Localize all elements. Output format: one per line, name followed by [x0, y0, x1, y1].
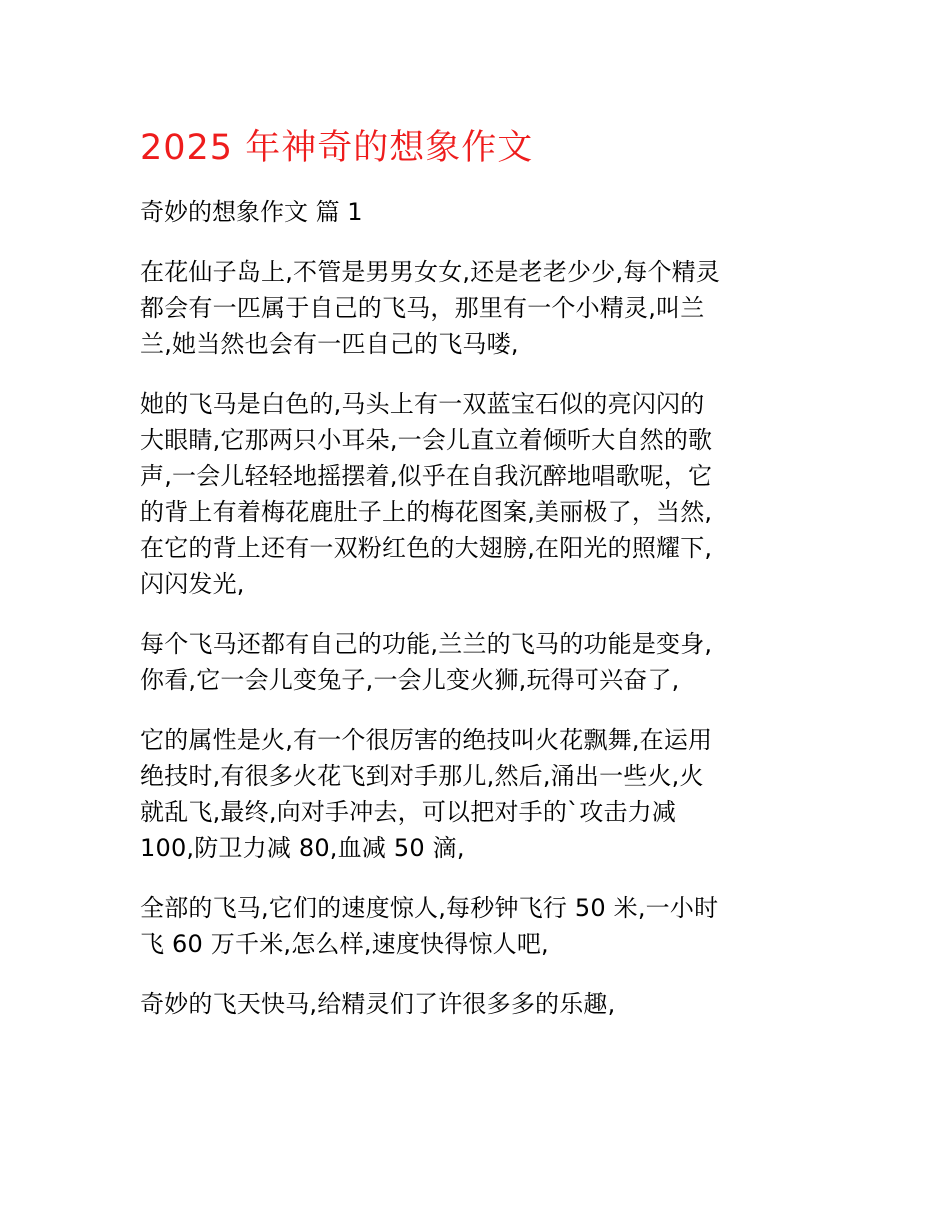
document-subtitle: 奇妙的想象作文 篇 1 [140, 198, 363, 226]
paragraph-line: 100,防卫力减 80,血减 50 滴, [140, 834, 465, 862]
paragraph-6 [140, 986, 820, 1022]
paragraph-line: 闪闪发光, [140, 570, 245, 598]
document-body [140, 122, 820, 1046]
paragraph-line: 她的飞马是白色的,马头上有一双蓝宝石似的亮闪闪的 [140, 390, 705, 418]
paragraph-line: 奇妙的飞天快马,给精灵们了许很多多的乐趣, [140, 990, 616, 1018]
paragraph-2 [140, 386, 820, 602]
paragraph-line: 它的属性是火,有一个很厉害的绝技叫火花飘舞,在运用 [140, 726, 713, 754]
document-title: 2025 年神奇的想象作文 [140, 128, 534, 168]
paragraph-5 [140, 890, 820, 962]
paragraph-line: 飞 60 万千米,怎么样,速度快得惊人吧, [140, 930, 549, 958]
paragraph-line: 大眼睛,它那两只小耳朵,一会儿直立着倾听大自然的歌 [140, 426, 713, 454]
paragraph-line: 绝技时,有很多火花飞到对手那儿,然后,涌出一些火,火 [140, 762, 704, 790]
paragraph-line: 兰,她当然也会有一匹自己的飞马喽, [140, 330, 519, 358]
paragraph-line: 就乱飞,最终,向对手冲去，可以把对手的`攻击力减 [140, 798, 677, 826]
paragraph-line: 的背上有着梅花鹿肚子上的梅花图案,美丽极了，当然, [140, 498, 713, 526]
paragraph-line: 每个飞马还都有自己的功能,兰兰的飞马的功能是变身, [140, 630, 713, 658]
paragraph-line: 你看,它一会儿变兔子,一会儿变火狮,玩得可兴奋了, [140, 666, 680, 694]
paragraph-line: 在它的背上还有一双粉红色的大翅膀,在阳光的照耀下, [140, 534, 713, 562]
paragraph-line: 声,一会儿轻轻地摇摆着,似乎在自我沉醉地唱歌呢，它 [140, 462, 713, 490]
paragraph-line: 全部的飞马,它们的速度惊人,每秒钟飞行 50 米,一小时 [140, 894, 719, 922]
paragraph-line: 都会有一匹属于自己的飞马，那里有一个小精灵,叫兰 [140, 294, 705, 322]
paragraph-3 [140, 626, 820, 698]
paragraph-1 [140, 254, 820, 362]
paragraph-line: 在花仙子岛上,不管是男男女女,还是老老少少,每个精灵 [140, 258, 721, 286]
paragraph-4 [140, 722, 820, 866]
